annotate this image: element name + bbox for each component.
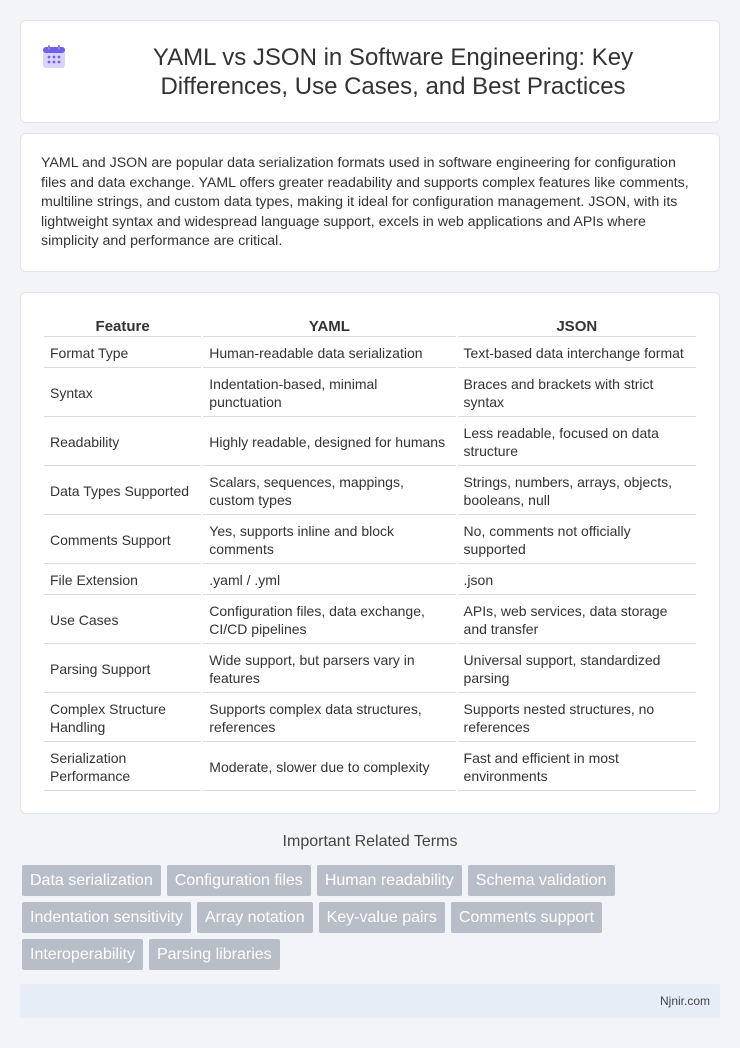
- page-title: YAML vs JSON in Software Engineering: Key Differences, Use Cases, and Best Practices: [152, 43, 634, 100]
- feature-cell: Use Cases: [44, 597, 201, 644]
- tag-indentation-sensitivity[interactable]: Indentation sensitivity: [22, 902, 191, 933]
- footer: [20, 984, 720, 1018]
- header-feature: Feature: [44, 315, 201, 337]
- header-yaml: YAML: [203, 315, 455, 337]
- table-row: [44, 695, 696, 742]
- yaml-cell: Indentation-based, minimal punctuation: [203, 370, 455, 417]
- json-cell: Text-based data interchange format: [458, 339, 696, 368]
- yaml-cell: Moderate, slower due to complexity: [203, 744, 455, 791]
- table-row: [44, 646, 696, 693]
- header-card: [20, 20, 720, 123]
- json-cell: Strings, numbers, arrays, objects, booleans, null: [458, 468, 696, 515]
- tag-data-serialization[interactable]: Data serialization: [22, 865, 161, 896]
- json-cell: .json: [458, 566, 696, 595]
- table-row: [44, 370, 696, 417]
- tag-parsing-libraries[interactable]: Parsing libraries: [149, 939, 280, 970]
- yaml-cell: Highly readable, designed for humans: [203, 419, 455, 466]
- feature-cell: File Extension: [44, 566, 201, 595]
- yaml-cell: Wide support, but parsers vary in features: [203, 646, 455, 693]
- related-terms-title: Important Related Terms: [282, 833, 458, 850]
- json-cell: APIs, web services, data storage and transfer: [458, 597, 696, 644]
- tag-array-notation[interactable]: Array notation: [197, 902, 313, 933]
- related-terms-tags: [22, 865, 722, 970]
- tag-interoperability[interactable]: Interoperability: [22, 939, 143, 970]
- feature-cell: Data Types Supported: [44, 468, 201, 515]
- json-cell: Less readable, focused on data structure: [458, 419, 696, 466]
- tag-schema-validation[interactable]: Schema validation: [468, 865, 615, 896]
- json-cell: No, comments not officially supported: [458, 517, 696, 564]
- table-row: [44, 566, 696, 595]
- table-row: [44, 419, 696, 466]
- calendar-icon: [41, 44, 67, 70]
- yaml-cell: Yes, supports inline and block comments: [203, 517, 455, 564]
- feature-cell: Readability: [44, 419, 201, 466]
- feature-cell: Syntax: [44, 370, 201, 417]
- json-cell: Universal support, standardized parsing: [458, 646, 696, 693]
- comparison-table-card: [20, 292, 720, 814]
- json-cell: Fast and efficient in most environments: [458, 744, 696, 791]
- table-row: [44, 468, 696, 515]
- yaml-cell: Configuration files, data exchange, CI/CD pipelines: [203, 597, 455, 644]
- comparison-table: [42, 313, 698, 793]
- header-json: JSON: [458, 315, 696, 337]
- tag-human-readability[interactable]: Human readability: [317, 865, 462, 896]
- table-row: [44, 744, 696, 791]
- yaml-cell: Supports complex data structures, references: [203, 695, 455, 742]
- tag-comments-support[interactable]: Comments support: [451, 902, 602, 933]
- json-cell: Supports nested structures, no references: [458, 695, 696, 742]
- intro-card: [20, 133, 720, 272]
- footer-site-link[interactable]: Njnir.com: [659, 994, 710, 1008]
- table-row: [44, 597, 696, 644]
- feature-cell: Format Type: [44, 339, 201, 368]
- tag-configuration-files[interactable]: Configuration files: [167, 865, 311, 896]
- feature-cell: Parsing Support: [44, 646, 201, 693]
- tag-key-value-pairs[interactable]: Key-value pairs: [319, 902, 445, 933]
- yaml-cell: Human-readable data serialization: [203, 339, 455, 368]
- feature-cell: Complex Structure Handling: [44, 695, 201, 742]
- feature-cell: Serialization Performance: [44, 744, 201, 791]
- intro-paragraph: YAML and JSON are popular data serialization formats used in software engineering for configuration files and data exchange. YAML offers greater readability and supports complex features like comments, multiline strings, and custom data types, making it ideal for configuration management. JSON, with its lightweight syntax and widespread language support, excels in web applications and APIs where simplicity and performance are critical.: [41, 155, 689, 250]
- table-header-row: [44, 315, 696, 337]
- json-cell: Braces and brackets with strict syntax: [458, 370, 696, 417]
- table-row: [44, 517, 696, 564]
- table-row: [44, 339, 696, 368]
- yaml-cell: Scalars, sequences, mappings, custom types: [203, 468, 455, 515]
- yaml-cell: .yaml / .yml: [203, 566, 455, 595]
- feature-cell: Comments Support: [44, 517, 201, 564]
